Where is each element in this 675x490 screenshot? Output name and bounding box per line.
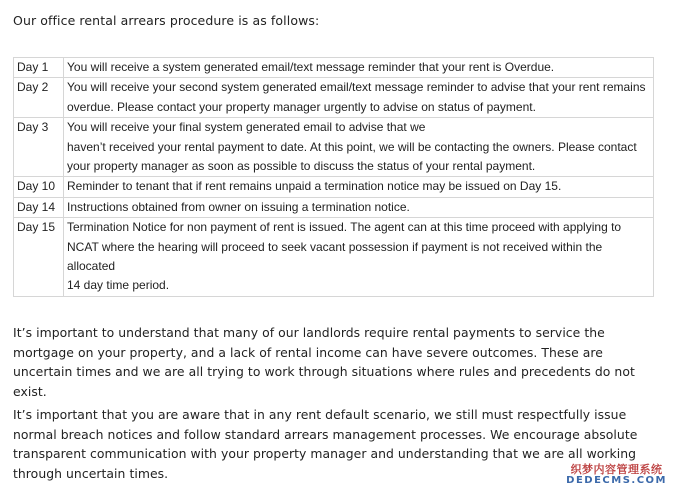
watermark-line-1: 织梦内容管理系统 xyxy=(570,462,663,476)
schedule-description xyxy=(64,197,654,217)
paragraph-landlord-payments: It’s important to understand that many of our landlords require rental payments to service the mortgage on your property, and a lack of rental income can have severe outcomes. These are uncertain times and we are all trying to work through situations where rules and precedents do not exist. xyxy=(13,325,635,399)
schedule-description-line: Reminder to tenant that if rent remains unpaid a termination notice may be issued on Day 15. xyxy=(67,179,562,194)
schedule-day: Day 2 xyxy=(14,78,64,118)
schedule-description-line: 14 day time period. xyxy=(67,278,170,293)
schedule-description xyxy=(64,78,654,118)
schedule-day: Day 3 xyxy=(14,118,64,177)
schedule-row xyxy=(14,118,654,177)
schedule-description-line: NCAT where the hearing will proceed to seek vacant possession if payment is not received within the allocated xyxy=(67,239,603,274)
schedule-description-line: overdue. Please contact your property manager urgently to advise on status of payment. xyxy=(67,99,536,114)
watermark-logo xyxy=(566,464,667,486)
schedule-description xyxy=(64,218,654,297)
schedule-row xyxy=(14,197,654,217)
schedule-description-line: You will receive a system generated email/text message reminder that your rent is Overdue. xyxy=(67,60,555,74)
schedule-row xyxy=(14,177,654,197)
schedule-description-line: Instructions obtained from owner on issuing a termination notice. xyxy=(67,199,410,214)
schedule-description xyxy=(64,177,654,197)
intro-text: Our office rental arrears procedure is as follows: xyxy=(13,13,320,28)
schedule-day: Day 15 xyxy=(14,218,64,297)
schedule-body xyxy=(14,58,654,297)
paragraph-breach-notices: It’s important that you are aware that in any rent default scenario, we still must respectfully issue normal breach notices and follow standard arrears management processes. We encourage absolute transparent communication with your property manager and understanding that we are all working through uncertain times. xyxy=(13,407,638,481)
schedule-description-line: haven’t received your rental payment to date. At this point, we will be contacting the owners. Please contact xyxy=(67,139,637,154)
schedule-description-line: your property manager as soon as possible to discuss the status of your rental payment. xyxy=(67,159,536,174)
schedule-row xyxy=(14,78,654,118)
schedule-row xyxy=(14,218,654,297)
watermark-line-2: DEDECMS.COM xyxy=(566,474,667,486)
schedule-day: Day 1 xyxy=(14,58,64,78)
schedule-description xyxy=(64,118,654,177)
arrears-schedule-table xyxy=(13,57,654,297)
schedule-description-line: You will receive your final system generated email to advise that we xyxy=(67,120,426,135)
schedule-description-line: You will receive your second system generated email/text message reminder to advise that your rent remains xyxy=(67,80,646,95)
schedule-day: Day 14 xyxy=(14,197,64,217)
schedule-day: Day 10 xyxy=(14,177,64,197)
schedule-description xyxy=(64,58,654,78)
schedule-description-line: Termination Notice for non payment of rent is issued. The agent can at this time proceed with applying to xyxy=(67,220,622,235)
schedule-row xyxy=(14,58,654,78)
